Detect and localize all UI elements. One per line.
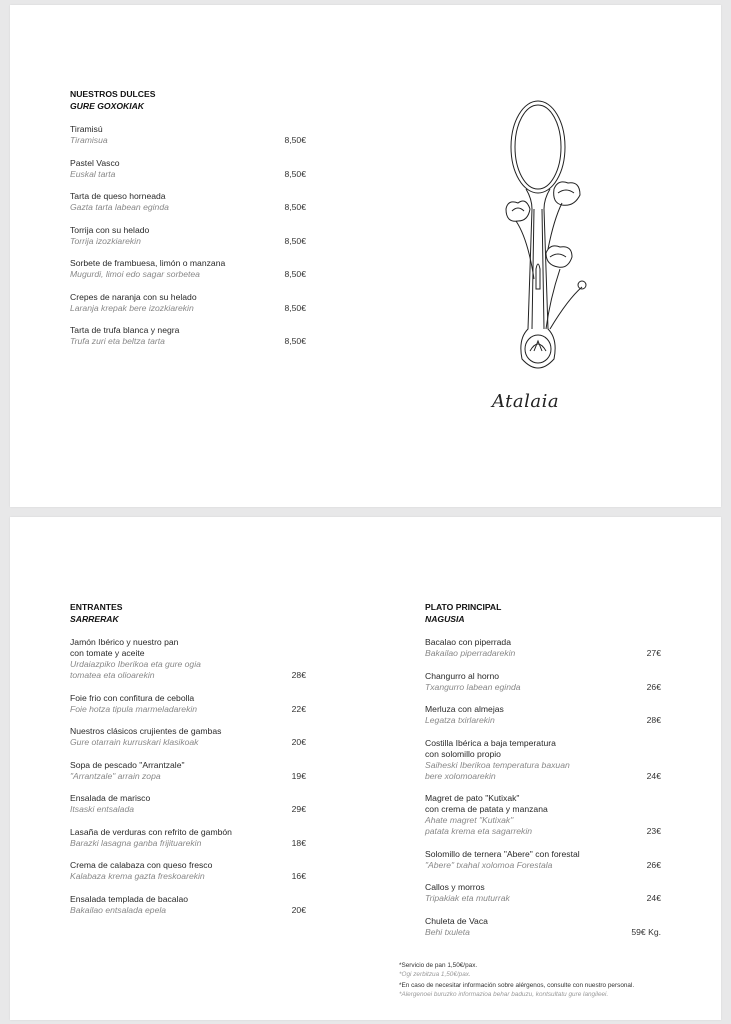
dish-name: Costilla Ibérica a baja temperatura — [425, 737, 556, 748]
menu-item — [425, 704, 661, 726]
dish-price: 24€ — [646, 770, 661, 781]
menu-item — [425, 882, 661, 904]
menu-item — [70, 760, 306, 782]
menu-item — [70, 191, 306, 213]
dish-name: Crema de calabaza con queso fresco — [70, 860, 213, 870]
dish-translation: "Abere" txahal xolomoa Forestala — [425, 859, 553, 870]
dish-name: Jamón Ibérico y nuestro pan — [70, 637, 179, 647]
dish-price: 19€ — [291, 770, 306, 781]
dish-name: Changurro al horno — [425, 670, 500, 681]
dish-price: 20€ — [291, 904, 306, 915]
dish-name: Tiramisú — [70, 124, 103, 134]
dish-translation: Tripakiak eta muturrak — [425, 893, 510, 903]
dish-price: 16€ — [291, 871, 306, 881]
section-title: NUESTROS DULCES — [70, 89, 156, 99]
dish-translation: Torrija izozkiarekin — [70, 235, 141, 246]
dish-name: Callos y morros — [425, 882, 485, 892]
dish-name: Lasaña de verduras con refrito de gambón — [70, 826, 232, 837]
dish-translation: Saiheski Iberikoa temperatura baxuan — [425, 759, 570, 770]
menu-item — [70, 258, 306, 280]
dish-name: Crepes de naranja con su helado — [70, 291, 197, 302]
menu-item — [70, 793, 306, 815]
main-course-section — [425, 601, 661, 949]
dish-translation: patata krema eta sagarrekin — [425, 826, 533, 836]
dish-translation: Behi txuleta — [425, 926, 470, 937]
dish-translation: Bakailao entsalada epela — [70, 904, 167, 915]
menu-item — [70, 292, 306, 314]
menu-item — [425, 793, 661, 837]
dish-price: 18€ — [291, 837, 306, 848]
menu-item — [70, 225, 306, 247]
dish-translation: Gure otarrain kurruskari klasikoak — [70, 737, 199, 747]
dish-name: con tomate y aceite — [70, 648, 145, 658]
dish-name: Tarta de queso horneada — [70, 191, 166, 201]
menu-page-mains — [10, 517, 721, 1020]
dish-price: 29€ — [291, 804, 306, 814]
note-translation: *Ogi zerbitzua 1,50€/pax. — [399, 971, 471, 978]
menu-item — [70, 325, 306, 347]
dish-name: Magret de pato "Kutixak" — [425, 793, 520, 803]
spoon-flowers-illustration — [488, 99, 598, 377]
dish-price: 8,50€ — [284, 168, 306, 179]
footnotes — [399, 961, 634, 1001]
section-subtitle: NAGUSIA — [425, 614, 465, 624]
dish-translation: Kalabaza krema gazta freskoarekin — [70, 871, 205, 881]
menu-item — [425, 637, 661, 659]
dish-translation: "Arrantzale" arrain zopa — [70, 770, 161, 781]
menu-item — [425, 671, 661, 693]
dish-price: 8,50€ — [284, 235, 306, 246]
dish-translation: Foie hotza tipula marmeladarekin — [70, 703, 198, 714]
dish-name: con solomillo propio — [425, 748, 501, 759]
dish-translation: Laranja krepak bere izozkiarekin — [70, 302, 194, 313]
menu-item — [70, 726, 306, 748]
dish-name: Solomillo de ternera "Abere" con forestal — [425, 848, 580, 859]
dish-name: Pastel Vasco — [70, 157, 120, 168]
dish-price: 8,50€ — [284, 269, 306, 279]
dish-name: Torrija con su helado — [70, 224, 150, 235]
dish-price: 20€ — [291, 737, 306, 747]
dish-name: Sorbete de frambuesa, limón o manzana — [70, 258, 226, 268]
dish-price: 8,50€ — [284, 202, 306, 212]
dish-translation: Legatza txirlarekin — [425, 715, 495, 725]
dish-price: 26€ — [646, 859, 661, 870]
dish-name: Foie frio con confitura de cebolla — [70, 692, 195, 703]
note-translation: *Alergenoei buruzko informazioa behar baduzu, kontsultatu gure langileei. — [399, 991, 609, 998]
dish-translation: Itsaski entsalada — [70, 804, 135, 814]
dish-price: 28€ — [291, 670, 306, 680]
dish-price: 8,50€ — [284, 336, 306, 346]
dish-price: 23€ — [646, 826, 661, 836]
dish-translation: Euskal tarta — [70, 168, 116, 179]
starters-section — [70, 601, 306, 927]
menu-item — [425, 849, 661, 871]
dish-translation: Trufa zuri eta beltza tarta — [70, 336, 165, 346]
dish-name: Nuestros clásicos crujientes de gambas — [70, 726, 222, 736]
menu-item — [70, 637, 306, 681]
dish-translation: Mugurdi, limoi edo sagar sorbetea — [70, 269, 200, 279]
menu-item — [425, 738, 661, 782]
dish-price: 27€ — [646, 648, 661, 658]
menu-item — [70, 894, 306, 916]
menu-item — [70, 827, 306, 849]
dish-price: 8,50€ — [284, 302, 306, 313]
section-subtitle: GURE GOXOKIAK — [70, 101, 145, 111]
dish-name: Sopa de pescado "Arrantzale" — [70, 759, 185, 770]
dish-name: Ensalada templada de bacalao — [70, 893, 189, 904]
dish-price: 24€ — [646, 893, 661, 903]
menu-item — [70, 860, 306, 882]
dish-price: 8,50€ — [284, 135, 306, 145]
dish-name: Merluza con almejas — [425, 704, 504, 714]
dish-translation: Txangurro labean egindа — [425, 681, 521, 692]
dish-name: Tarta de trufa blanca y negra — [70, 325, 180, 335]
menu-page-desserts — [10, 5, 721, 507]
restaurant-logo: Atalaia — [492, 391, 560, 412]
menu-item — [70, 693, 306, 715]
dish-translation: tomatea eta olioarekin — [70, 670, 155, 680]
dish-translation: Tiramisua — [70, 135, 108, 145]
dish-translation: Barazki lasagna ganba frijituarekin — [70, 837, 202, 848]
dish-name: Bacalao con piperrada — [425, 637, 511, 647]
dish-name: Ensalada de marisco — [70, 793, 151, 803]
dish-translation: Ahate magret "Kutixak" — [425, 815, 514, 825]
dish-translation: bere xolomoarekin — [425, 770, 496, 781]
dish-price: 28€ — [646, 715, 661, 725]
note-text: *En caso de necesitar información sobre alérgenos, consulte con nuestro personal. — [399, 982, 635, 989]
dish-price: 26€ — [646, 681, 661, 692]
menu-item — [70, 158, 306, 180]
menu-item — [425, 916, 661, 938]
dish-translation: Bakailao piperradarekin — [425, 648, 516, 658]
dish-price: 22€ — [291, 703, 306, 714]
dish-price: 59€ Kg. — [631, 926, 661, 937]
note-text: *Servicio de pan 1,50€/pax. — [399, 962, 478, 969]
dish-translation: Gazta tarta labean egindа — [70, 202, 169, 212]
section-title: ENTRANTES — [70, 602, 123, 612]
section-subtitle: SARRERAK — [70, 614, 119, 624]
section-title: PLATO PRINCIPAL — [425, 602, 502, 612]
dish-name: Chuleta de Vaca — [425, 915, 488, 926]
dish-name: con crema de patata y manzana — [425, 804, 548, 814]
menu-item — [70, 124, 306, 146]
desserts-section — [70, 88, 306, 359]
dish-translation: Urdaiazpiko Iberikoa eta gure ogia — [70, 659, 201, 669]
